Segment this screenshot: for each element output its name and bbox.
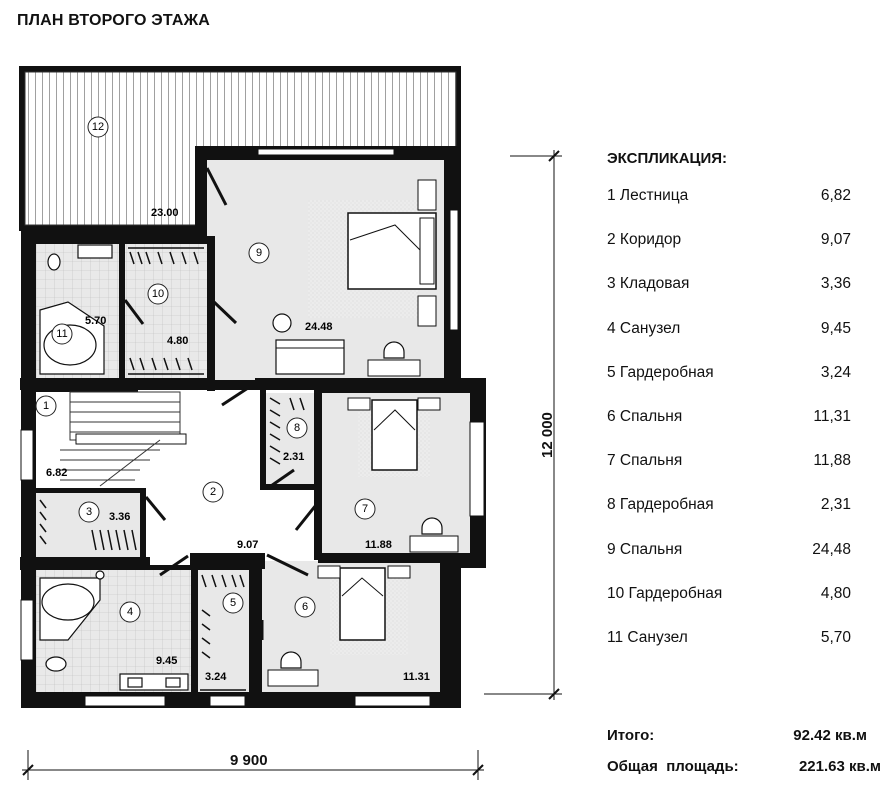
svg-text:10: 10 <box>151 288 165 300</box>
area-label-11: 5.70 <box>85 315 107 327</box>
legend-item-value: 2,31 <box>820 496 851 514</box>
svg-text:6: 6 <box>301 601 309 613</box>
legend-item-name: 8 Гардеробная <box>607 496 714 514</box>
legend-item <box>607 585 857 629</box>
svg-text:1: 1 <box>42 400 50 412</box>
page-title: ПЛАН ВТОРОГО ЭТАЖА <box>17 12 211 29</box>
legend-item-name: 11 Санузел <box>607 628 688 646</box>
area-label-4: 9.45 <box>156 655 178 667</box>
svg-text:12: 12 <box>91 121 105 133</box>
room-marker-3 <box>79 502 99 522</box>
area-label-9: 24.48 <box>305 321 333 333</box>
legend-item-value: 24,48 <box>812 540 851 558</box>
legend-item-value: 5,70 <box>820 628 851 646</box>
area-label-5: 3.24 <box>205 671 227 683</box>
legend-item-name: 1 Лестница <box>607 187 689 204</box>
room-marker-11 <box>52 324 72 344</box>
legend-item-name: 6 Спальня <box>607 407 683 425</box>
room-marker-6 <box>295 597 315 617</box>
dimension-height <box>484 150 562 700</box>
legend-item <box>607 320 857 364</box>
dimension-width <box>22 750 484 780</box>
room-marker-8 <box>287 418 307 438</box>
legend-item-name: 9 Спальня <box>607 540 683 558</box>
svg-text:3: 3 <box>85 506 93 518</box>
legend-item-name: 5 Гардеробная <box>607 363 714 381</box>
legend-item-name: 10 Гардеробная <box>607 584 723 602</box>
room-marker-1 <box>36 396 56 416</box>
overall-area-row <box>607 758 887 789</box>
room-marker-4 <box>120 602 140 622</box>
overall-area-label: Общая площадь: <box>607 758 739 775</box>
overall-area-value: 221.63 кв.м <box>798 758 881 775</box>
legend-item-value: 4,80 <box>820 584 851 602</box>
svg-text:8: 8 <box>293 422 301 434</box>
legend-item-name: 2 Коридор <box>607 231 682 249</box>
total-label: Итого: <box>607 727 655 744</box>
svg-text:5: 5 <box>229 597 237 609</box>
area-label-3: 3.36 <box>109 511 131 523</box>
legend-item-value: 3,24 <box>820 363 851 381</box>
legend-item-value: 11,31 <box>813 407 851 425</box>
svg-text:2: 2 <box>209 486 217 498</box>
svg-text:7: 7 <box>361 503 369 515</box>
total-value: 92.42 кв.м <box>793 727 867 744</box>
room-marker-5 <box>223 593 243 613</box>
legend-item <box>607 275 857 319</box>
area-label-1: 6.82 <box>46 467 68 479</box>
total-row <box>607 727 887 758</box>
legend-item-value: 9,07 <box>820 231 851 249</box>
legend-item <box>607 452 857 496</box>
room-marker-2 <box>203 482 223 502</box>
dimension-height-label: 12 000 <box>539 412 556 458</box>
room-marker-9 <box>249 243 269 263</box>
room-marker-7 <box>355 499 375 519</box>
legend-item <box>607 187 857 231</box>
legend <box>607 150 857 673</box>
legend-item <box>607 231 857 275</box>
legend-title: ЭКСПЛИКАЦИЯ: <box>607 150 728 167</box>
area-label-2: 9.07 <box>237 539 259 551</box>
legend-item-name: 3 Кладовая <box>607 275 690 293</box>
dimension-width-label: 9 900 <box>230 752 268 769</box>
legend-item <box>607 364 857 408</box>
legend-item <box>607 629 857 673</box>
legend-item-value: 3,36 <box>820 275 851 293</box>
legend-item-value: 6,82 <box>820 187 851 204</box>
svg-text:4: 4 <box>126 606 134 618</box>
legend-item-value: 9,45 <box>820 319 851 337</box>
area-label-12: 23.00 <box>151 207 179 219</box>
legend-item-value: 11,88 <box>813 452 851 470</box>
svg-text:11: 11 <box>56 328 68 340</box>
legend-item <box>607 496 857 540</box>
totals <box>607 727 887 789</box>
room-marker-10 <box>148 284 168 304</box>
room-marker-12 <box>88 117 108 137</box>
legend-item <box>607 408 857 452</box>
area-label-10: 4.80 <box>167 335 189 347</box>
area-label-7: 11.88 <box>365 539 392 551</box>
area-label-8: 2.31 <box>283 451 305 463</box>
area-label-6: 11.31 <box>403 671 430 683</box>
svg-text:9: 9 <box>255 247 263 259</box>
legend-item-name: 7 Спальня <box>607 452 683 470</box>
legend-item <box>607 541 857 585</box>
legend-item-name: 4 Санузел <box>607 319 681 337</box>
